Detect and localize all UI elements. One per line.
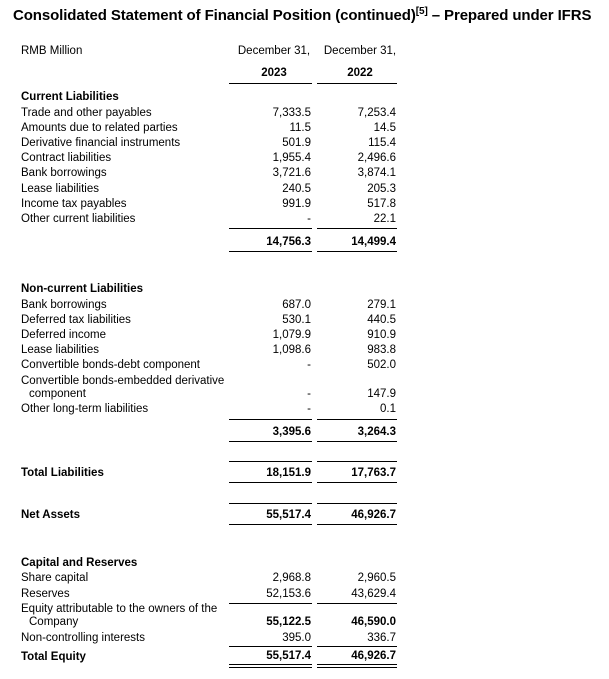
- section-heading-current-liabilities: Current Liabilities: [21, 91, 119, 103]
- net-assets-rule-2023: [229, 503, 312, 504]
- value-2022: 2,960.5: [357, 572, 396, 584]
- value-2022: 0.1: [380, 403, 396, 415]
- value-2023: 501.9: [282, 137, 311, 149]
- value-2023: 3,721.6: [272, 167, 311, 179]
- total-equity-double-underline-2022: [317, 664, 397, 665]
- value-2022: 43,629.4: [351, 588, 396, 600]
- subtotal-underline-2023: [229, 441, 312, 442]
- row-label: Equity attributable to the owners of the: [21, 603, 218, 615]
- total-liabilities-2023: 18,151.9: [266, 467, 311, 479]
- value-2023: 1,955.4: [272, 152, 311, 164]
- total-equity-2022: 46,926.7: [351, 650, 396, 662]
- total-equity-double-underline-2022: [317, 667, 397, 668]
- total-equity-double-underline-2023: [229, 667, 312, 668]
- value-2022: 517.8: [367, 198, 396, 210]
- non-current-liabilities-total-2022: 3,264.3: [357, 426, 396, 438]
- header-underline-2023: [229, 83, 312, 84]
- value-2023: 7,333.5: [272, 107, 311, 119]
- total-equity-rule-2022: [317, 646, 397, 647]
- subtotal-underline-2022: [317, 441, 397, 442]
- row-label: Amounts due to related parties: [21, 122, 178, 134]
- net-assets-2022: 46,926.7: [351, 509, 396, 521]
- row-label: Bank borrowings: [21, 167, 107, 179]
- row-label: Non-controlling interests: [21, 632, 146, 644]
- unit-label: RMB Million: [21, 45, 83, 57]
- row-label: Contract liabilities: [21, 152, 112, 164]
- value-2022: 910.9: [367, 329, 396, 341]
- row-label: Deferred tax liabilities: [21, 314, 131, 326]
- value-2023: -: [307, 388, 311, 400]
- equity-owners-2023: 55,122.5: [266, 616, 311, 628]
- net-assets-underline-2023: [229, 524, 312, 525]
- equity-owners-2022: 46,590.0: [351, 616, 396, 628]
- column-header-2022-year: 2022: [347, 67, 373, 79]
- value-2022: 115.4: [368, 137, 396, 149]
- value-2023: -: [307, 403, 311, 415]
- value-2023: 52,153.6: [266, 588, 311, 600]
- value-2023: 530.1: [282, 314, 311, 326]
- row-label: Share capital: [21, 572, 89, 584]
- value-2022: 3,874.1: [357, 167, 396, 179]
- equity-rule-2022: [317, 603, 397, 604]
- value-2023: -: [307, 359, 311, 371]
- row-label: Income tax payables: [21, 198, 127, 210]
- row-label-continuation: Company: [29, 616, 79, 628]
- value-2023: 11.5: [289, 122, 311, 134]
- current-liabilities-total-2022: 14,499.4: [351, 236, 396, 248]
- row-label: Deferred income: [21, 329, 107, 341]
- row-label: Lease liabilities: [21, 344, 99, 356]
- value-2022: 205.3: [367, 183, 396, 195]
- value-2023: -: [307, 213, 311, 225]
- value-2023: 395.0: [282, 632, 311, 644]
- total-equity-rule-2023: [229, 646, 312, 647]
- row-label: Other long-term liabilities: [21, 403, 149, 415]
- row-label-continuation: component: [29, 388, 86, 400]
- current-liabilities-total-2023: 14,756.3: [266, 236, 311, 248]
- net-assets-rule-2022: [317, 503, 397, 504]
- value-2022: 14.5: [373, 122, 396, 134]
- subtotal-rule-2023: [229, 228, 312, 229]
- value-2022: 7,253.4: [357, 107, 396, 119]
- value-2023: 991.9: [282, 198, 311, 210]
- non-current-liabilities-total-2023: 3,395.6: [272, 426, 311, 438]
- subtotal-rule-2022: [317, 419, 397, 420]
- header-underline-2022: [317, 83, 397, 84]
- total-equity-double-underline-2023: [229, 664, 312, 665]
- value-2022: 279.1: [367, 299, 396, 311]
- value-2023: 1,098.6: [272, 344, 311, 356]
- section-heading-capital-and-reserves: Capital and Reserves: [21, 557, 138, 569]
- value-2022: 983.8: [367, 344, 396, 356]
- total-equity-label: Total Equity: [21, 651, 86, 663]
- page-title: Consolidated Statement of Financial Position (continued)[5] – Prepared under IFRS: [13, 6, 592, 24]
- total-liabilities-2022: 17,763.7: [351, 467, 396, 479]
- row-label: Reserves: [21, 588, 70, 600]
- net-assets-underline-2022: [317, 524, 397, 525]
- row-label: Bank borrowings: [21, 299, 107, 311]
- net-assets-2023: 55,517.4: [266, 509, 311, 521]
- value-2022: 147.9: [367, 388, 396, 400]
- net-assets-label: Net Assets: [21, 509, 81, 521]
- row-label: Trade and other payables: [21, 107, 152, 119]
- row-label: Derivative financial instruments: [21, 137, 181, 149]
- total-rule-2023: [229, 461, 312, 462]
- subtotal-rule-2023: [229, 419, 312, 420]
- column-header-2023-year: 2023: [261, 67, 287, 79]
- row-label: Other current liabilities: [21, 213, 136, 225]
- subtotal-underline-2023: [229, 251, 312, 252]
- section-heading-non-current-liabilities: Non-current Liabilities: [21, 283, 144, 295]
- value-2022: 2,496.6: [357, 152, 396, 164]
- subtotal-rule-2022: [317, 228, 397, 229]
- footnote-reference: [5]: [415, 6, 428, 17]
- value-2022: 502.0: [367, 359, 396, 371]
- value-2023: 687.0: [282, 299, 311, 311]
- row-label: Convertible bonds-embedded derivative: [21, 375, 225, 387]
- subtotal-underline-2022: [317, 251, 397, 252]
- value-2023: 2,968.8: [272, 572, 311, 584]
- value-2022: 440.5: [367, 314, 396, 326]
- value-2023: 240.5: [282, 183, 311, 195]
- value-2022: 22.1: [373, 213, 396, 225]
- total-equity-2023: 55,517.4: [266, 650, 311, 662]
- equity-rule-2023: [229, 603, 312, 604]
- row-label: Convertible bonds-debt component: [21, 359, 201, 371]
- total-underline-2022: [317, 482, 397, 483]
- column-header-2023-date: December 31,: [237, 45, 311, 57]
- total-underline-2023: [229, 482, 312, 483]
- total-liabilities-label: Total Liabilities: [21, 467, 104, 479]
- value-2023: 1,079.9: [272, 329, 311, 341]
- column-header-2022-date: December 31,: [323, 45, 397, 57]
- value-2022: 336.7: [367, 632, 396, 644]
- row-label: Lease liabilities: [21, 183, 99, 195]
- total-rule-2022: [317, 461, 397, 462]
